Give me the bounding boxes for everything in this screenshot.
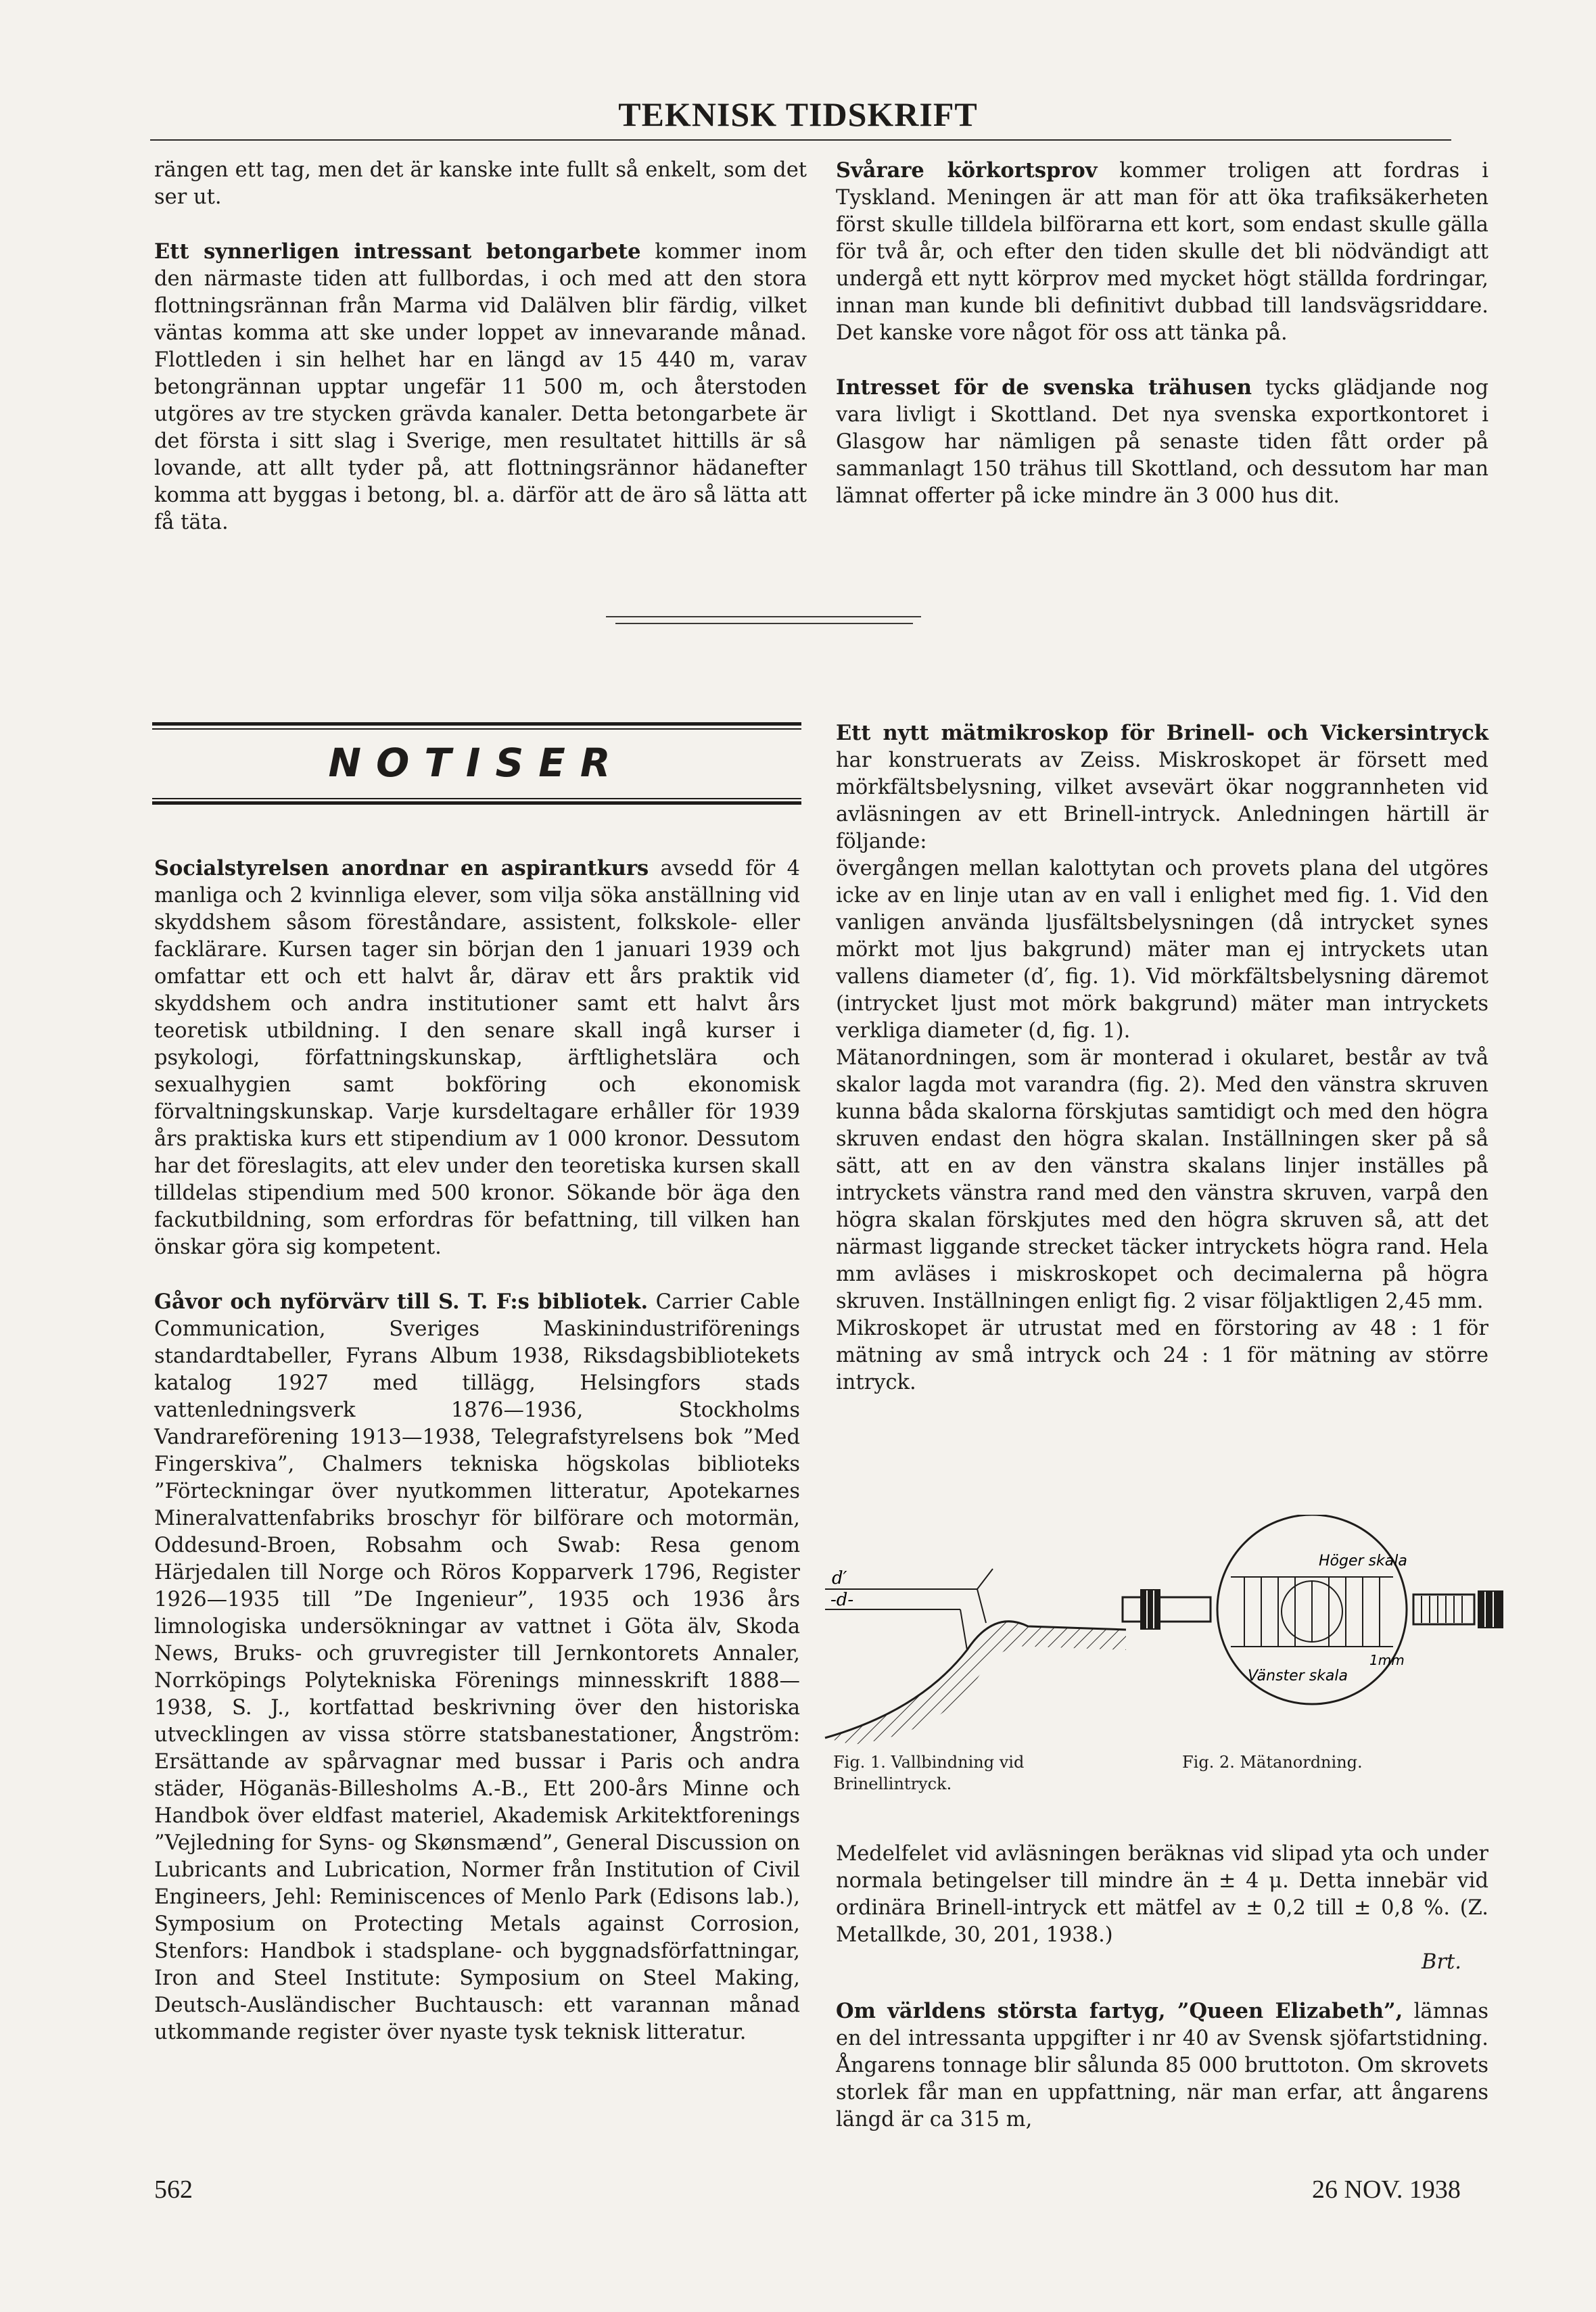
paragraph-lead: Socialstyrelsen anordnar en aspirantkurs — [154, 856, 649, 880]
paragraph — [154, 1288, 800, 2046]
journal-title: TEKNISK TIDSKRIFT — [618, 95, 978, 133]
d-label: -d- — [830, 1590, 854, 1610]
heading-rule — [152, 722, 801, 726]
paragraph-lead: Gåvor och nyförvärv till S. T. F:s bibliotek. — [154, 1290, 649, 1314]
right-scale-label: Höger skala — [1319, 1553, 1407, 1570]
paragraph-body: kommer inom den närmaste tiden att fullbordas, i och med att den stora flottningsrännan från Marma vid Dalälven blir färdig, vilket väntas komma att ske under loppet av innevarande månad. Flottleden i sin helhet har en längd av 15 440 m, varav betongrännan upptar ungefär 11 500 m, och återstoden utgöres av tre stycken grävda kanaler. Detta betongarbete är det första i sitt slag i Sverige, men resultatet hittills är så lovande, att allt tyder på, att flottningsrännor hädanefter komma att byggas i betong, bl. a. därför att de äro så lätta att få täta. — [154, 240, 807, 534]
signature: Brt. — [1422, 1950, 1461, 1974]
paragraph — [836, 719, 1488, 855]
paragraph: rängen ett tag, men det är kanske inte fullt så enkelt, som det ser ut. — [154, 158, 807, 209]
top-right-column — [836, 157, 1488, 510]
paragraph-body: Carrier Cable Communication, Sveriges Maskinindustriförenings standardtabeller, Fyrans Album 1938, Riksdagsbibliotekets katalog 1927 med tillägg, Helsingfors stads vattenledningsverk 1876—1936, Stockholms Vandrareförening 1913—1938, Telegrafstyrelsens bok ”Med Fingerskiva”, Chalmers tekniska högskolas biblioteks ”Förteckningar över nyutkommen litteratur, Apotekarnes Mineralvattenfabriks broschyr för bilförare och motormän, Oddesund-Broen, Robsahm och Swab: Resa genom Härjedalen till Norge och Röros Kopparverk 1796, Register 1926—1935 till ”De Ingenieur”, 1935 och 1936 års limnologiska undersökningar av vattnet i Göta älv, Skoda News, Bruks- och gruvregister till Jernkontorets Annaler, Norrköpings Polytekniska Förenings minnesskrift 1888—1938, S. J., kortfattad beskrivning över den historiska utvecklingen av vissa större statsbanestationer, Ångström: Ersättande av spårvagnar med bussar i Paris och andra städer, Höganäs-Billesholms A.-B., Ett 200-års Minne och Handbok över eldfast materiel, Akademisk Arkitektforenings ”Vejledning for Syns- og Skønsmænd”, General Discussion on Lubricants and Lubrication, Normer från Institution of Civil Engineers, Jehl: Reminiscences of Menlo Park (Edisons lab.), Symposium on Protecting Metals against Corrosion, Stenfors: Handbok i stadsplane- och byggnadsförfattningar, Iron and Steel Institute: Symposium on Steel Making, Deutsch-Ausländischer Buchtausch: ett varannan månad utkommande register över nyaste tysk teknisk litteratur. — [154, 1290, 800, 2044]
paragraph — [154, 855, 800, 1261]
paragraph-lead: Ett nytt mätmikroskop för Brinell- och Vickersintryck — [836, 721, 1488, 745]
paragraph — [836, 1998, 1488, 2133]
paragraph — [836, 374, 1488, 510]
notiser-heading — [152, 722, 801, 806]
left-scale-label: Vänster skala — [1248, 1668, 1348, 1684]
d-prime-label: d′ — [832, 1568, 847, 1588]
paragraph: Medelfelet vid avläsningen beräknas vid slipad yta och under normala betingelser till mindre än ± 4 μ. Detta innebär vid ordinära Brinell-intryck ett mätfel av ± 0,2 till ± 0,8 %. (Z. Metallkde, 30, 201, 1938.) — [836, 1842, 1488, 1947]
paragraph: övergången mellan kalottytan och provets plana del utgöres icke av en linje utan av en vall i enlighet med fig. 1. Vid den vanligen använda ljusfältsbelysningen (då intrycket synes mörkt mot ljus bakgrund) mäter man ej intryckets utan vallens diameter (d′, fig. 1). Vid mörkfältsbelysning däremot (intrycket ljust mot mörk bakgrund) mäter man intryckets verkliga diameter (d, fig. 1). — [836, 857, 1488, 1043]
paragraph-body: kommer troligen att fordras i Tyskland. Meningen är att man för att öka trafiksäkerheten först skulle tilldela bilförarna ett kort, som endast skulle gälla för två år, och efter den tiden skulle det bli nödvändigt att undergå ett nytt körprov med mycket högt ställda fordringar, innan man kunde bli definitivt dubbad till landsvägsriddare. Det kanske vore något för oss att tänka på. — [836, 159, 1488, 345]
paragraph — [154, 238, 807, 536]
heading-rule — [152, 798, 801, 799]
heading-rule — [152, 801, 801, 805]
paragraph-lead: Intresset för de svenska trähusen — [836, 375, 1252, 400]
page-number: 562 — [154, 2175, 193, 2204]
lower-right-column — [836, 719, 1488, 1396]
figure-2-measuring-device — [1109, 1515, 1515, 1718]
lower-left-column — [154, 855, 800, 2046]
paragraph-body: har konstruerats av Zeiss. Miskroskopet är försett med mörkfältsbelysning, vilket avsevärt ökar noggrannheten vid avläsningen av ett Brinell-intryck. Anledningen härtill är följande: — [836, 749, 1488, 853]
issue-date: 26 NOV. 1938 — [1312, 2175, 1461, 2204]
heading-rule — [152, 728, 801, 730]
paragraph-lead: Ett synnerligen intressant betongarbete — [154, 239, 641, 264]
figure-2-caption: Fig. 2. Mätanordning. — [1182, 1753, 1363, 1772]
paragraph-body: tycks glädjande nog vara livligt i Skottland. Det nya svenska exportkontoret i Glasgow har nämligen på senaste tiden fått order på sammanlagt 150 trähus till Skottland, och dessutom har man lämnat offerter på icke mindre än 3 000 hus dit. — [836, 376, 1488, 508]
header-rule — [150, 139, 1451, 141]
paragraph-lead: Om världens största fartyg, ”Queen Elizabeth”, — [836, 1999, 1403, 2023]
paragraph-body: lämnas en del intressanta uppgifter i nr 40 av Svensk sjöfartstidning. Ångarens tonnage blir sålunda 85 000 bruttoton. Om skrovets storlek får man en uppfattning, när man erfar, att ångarens längd är ca 315 m, — [836, 2000, 1488, 2131]
paragraph — [836, 157, 1488, 347]
section-separator — [606, 616, 921, 617]
figure-1-caption: Fig. 1. Vallbindning vid Brinellintryck. — [833, 1753, 1025, 1793]
paragraph-lead: Svårare körkortsprov — [836, 158, 1098, 183]
mm-label: 1mm — [1369, 1652, 1405, 1668]
paragraph-body: avsedd för 4 manliga och 2 kvinnliga elever, som vilja söka anställning vid skyddshem såsom föreståndare, assistent, folkskole- eller facklärare. Kursen tager sin början den 1 januari 1939 och omfattar ett och ett halvt år, därav ett års praktik vid skyddshem och andra institutioner samt ett halvt års teoretisk utbildning. I den senare skall ingå kurser i psykologi, författningskunskap, ärftlighetslära och sexualhygien samt bokföring och ekonomisk förvaltningskunskap. Varje kursdeltagare erhåller för 1939 års praktiska kurs ett stipendium av 1 000 kronor. Dessutom har det föreslagits, att elev under den teoretiska kursen skall tilldelas stipendium med 500 kronor. Sökande bör äga den fackutbildning, som erfordras för befattning, till vilken han önskar göra sig kompetent. — [154, 857, 801, 1259]
section-separator — [615, 623, 913, 624]
figure-1-bead-diagram — [812, 1549, 1129, 1745]
paragraph: Mätanordningen, som är monterad i okularet, består av två skalor lagda mot varandra (fig. 2). Med den vänstra skruven kunna båda skalorna förskjutas samtidigt och med den högra skruven endast den högra skalan. Inställningen sker på så sätt, att en av den vänstra skalans linjer inställes på intryckets vänstra rand med den vänstra skruven, varpå den högra skalan förskjutes med den högra skruven så, att det närmast liggande strecket täcker intryckets högra rand. Hela mm avläses i miskroskopet och decimalerna på högra skruven. Inställningen enligt fig. 2 visar följaktligen 2,45 mm. — [836, 1046, 1488, 1313]
paragraph: Mikroskopet är utrustat med en förstoring av 48 : 1 för mätning av små intryck och 24 : 1 för mätning av större intryck. — [836, 1317, 1488, 1394]
section-title: NOTISER — [328, 740, 626, 786]
top-left-column — [154, 157, 807, 536]
lower-right-column-continued — [836, 1841, 1488, 2133]
